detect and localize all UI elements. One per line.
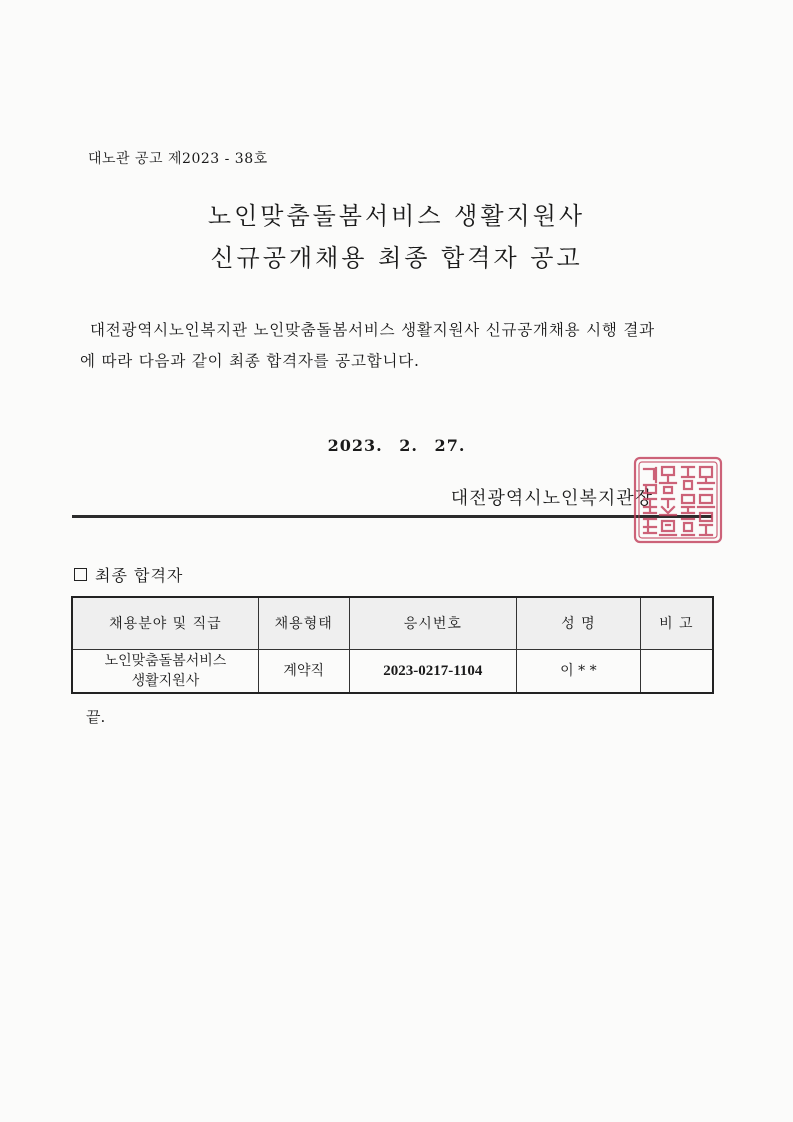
table-header-row: [72, 597, 713, 649]
cell-field-line-1: 노인맞춤돌봄서비스: [104, 652, 227, 669]
cell-applicant-no: 2023-0217-1104: [349, 649, 517, 693]
title-line-2: 신규공개채용 최종 합격자 공고: [210, 244, 583, 272]
announcement-date: 2023. 2. 27.: [327, 436, 466, 455]
official-seal-icon: [632, 455, 724, 545]
cell-name: 이 * *: [517, 649, 641, 693]
body-text-line-2: 에 따라 다음과 같이 최종 합격자를 공고합니다.: [80, 352, 420, 370]
cell-field-line-2: 생활지원사: [131, 672, 200, 689]
header-note: 비 고: [640, 597, 713, 649]
title-line-1: 노인맞춤돌봄서비스 생활지원사: [207, 202, 586, 230]
section-heading: [74, 563, 183, 586]
header-applicant-no: 응시번호: [349, 597, 517, 649]
cell-field: [72, 649, 258, 693]
header-field: 채용분야 및 직급: [72, 597, 258, 649]
header-name: 성 명: [517, 597, 641, 649]
issuer-name: 대전광역시노인복지관장: [450, 488, 653, 509]
divider-rule: [72, 515, 712, 518]
body-text-line-1: 대전광역시노인복지관 노인맞춤돌봄서비스 생활지원사 신규공개채용 시행 결과: [90, 321, 655, 339]
section-title: 최종 합격자: [95, 566, 184, 585]
document-number: 대노관 공고 제2023 - 38호: [88, 151, 268, 167]
cell-note: [640, 649, 713, 693]
header-type: 채용형태: [258, 597, 349, 649]
checkbox-icon: [74, 568, 87, 581]
cell-type: 계약직: [258, 649, 349, 693]
results-table: [71, 596, 714, 694]
table-row: [72, 649, 713, 693]
end-mark: 끝.: [86, 708, 106, 726]
